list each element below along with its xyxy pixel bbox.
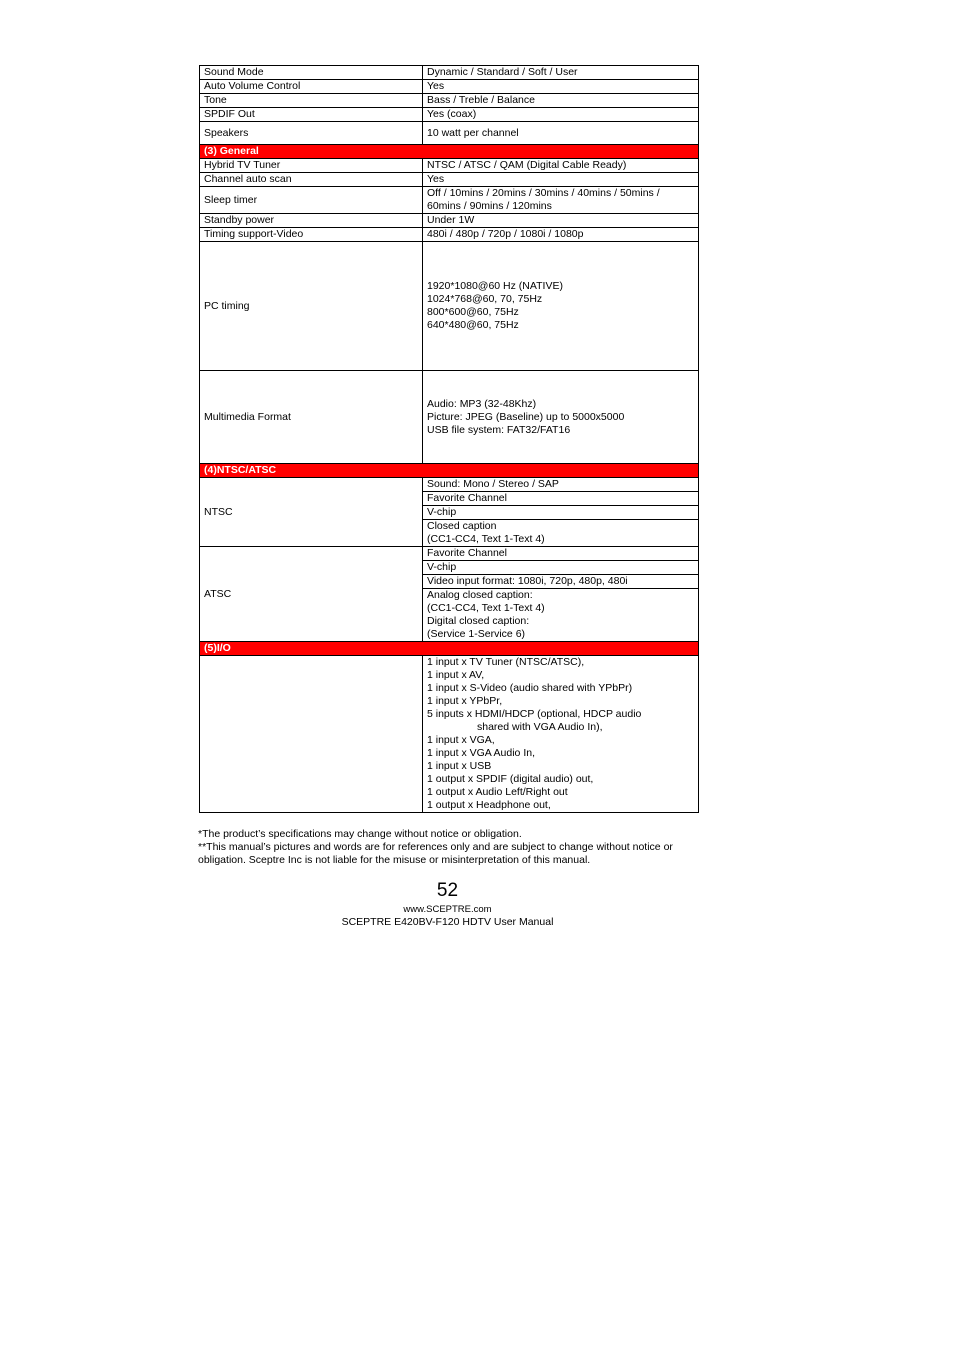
pc-timing-line: 800*600@60, 75Hz (427, 306, 519, 318)
section-header-ntsc-atsc (200, 464, 699, 478)
spec-value (423, 242, 699, 371)
io-line: 1 input x USB (427, 760, 492, 772)
multimedia-line: USB file system: FAT32/FAT16 (427, 423, 571, 436)
table-row (200, 159, 699, 173)
io-line: shared with VGA Audio In), (477, 721, 603, 733)
table-row (200, 214, 699, 228)
spec-label: Sleep timer (200, 187, 423, 214)
spec-value: Yes (423, 80, 699, 94)
spec-value: 480i / 480p / 720p / 1080i / 1080p (423, 228, 699, 242)
caption-line: (Service 1-Service 6) (427, 628, 526, 640)
caption-line: (CC1-CC4, Text 1-Text 4) (427, 533, 545, 545)
note-line: *The product’s specifications may change without notice or obligation. (198, 828, 522, 840)
section-header-io (200, 642, 699, 656)
page-number: 52 (436, 880, 459, 901)
spec-value: Bass / Treble / Balance (423, 94, 699, 108)
spec-label: SPDIF Out (200, 108, 423, 122)
spec-label: Standby power (200, 214, 423, 228)
spec-value: NTSC / ATSC / QAM (Digital Cable Ready) (423, 159, 699, 173)
io-line: 5 inputs x HDMI/HDCP (optional, HDCP audio (427, 708, 642, 720)
io-line: 1 input x TV Tuner (NTSC/ATSC), (427, 656, 585, 668)
io-line: 1 input x VGA, (427, 734, 495, 746)
spec-value: V-chip (423, 561, 699, 575)
spec-label (200, 656, 423, 813)
section-header-general (200, 145, 699, 159)
multimedia-line: Audio: MP3 (32-48Khz) (427, 397, 537, 410)
caption-line: Digital closed caption: (427, 615, 530, 627)
spec-label: Sound Mode (200, 66, 423, 80)
spec-label: Auto Volume Control (200, 80, 423, 94)
section-title: (3) General (200, 145, 699, 159)
table-row (200, 108, 699, 122)
pc-timing-line: 1920*1080@60 Hz (NATIVE) (427, 280, 563, 292)
caption-line: (CC1-CC4, Text 1-Text 4) (427, 602, 545, 614)
table-row (200, 547, 699, 561)
io-line: 1 input x S-Video (audio shared with YPbPr) (427, 682, 633, 694)
pc-timing-line: 640*480@60, 75Hz (427, 319, 519, 331)
spec-value: Favorite Channel (423, 547, 699, 561)
spec-value (423, 589, 699, 642)
spec-label: Channel auto scan (200, 173, 423, 187)
spec-value (423, 520, 699, 547)
table-row (200, 122, 699, 145)
section-title: (4)NTSC/ATSC (200, 464, 699, 478)
table-row (200, 242, 699, 371)
spec-value: Under 1W (423, 214, 699, 228)
io-line: 1 input x AV, (427, 669, 485, 681)
pc-timing-line: 1024*768@60, 70, 75Hz (427, 293, 543, 305)
spec-label: Speakers (200, 122, 423, 145)
spec-value: V-chip (423, 506, 699, 520)
section-title: (5)I/O (200, 642, 699, 656)
spec-value (423, 371, 699, 464)
spec-value: 10 watt per channel (423, 122, 699, 145)
spec-value (423, 187, 699, 214)
spec-label: PC timing (200, 242, 423, 371)
caption-line: Closed caption (427, 520, 497, 532)
sleep-timer-line: 60mins / 90mins / 120mins (427, 200, 552, 212)
spec-value: Yes (coax) (423, 108, 699, 122)
spec-value: Sound: Mono / Stereo / SAP (423, 478, 699, 492)
spec-label: Timing support-Video (200, 228, 423, 242)
table-row (200, 94, 699, 108)
spec-value: Favorite Channel (423, 492, 699, 506)
table-row (200, 656, 699, 813)
spec-value: Dynamic / Standard / Soft / User (423, 66, 699, 80)
table-row (200, 228, 699, 242)
io-line: 1 output x SPDIF (digital audio) out, (427, 773, 594, 785)
note-line: **This manual’s pictures and words are for references only and are subject to change without notice or obligation. Sceptre Inc is not liable for the misuse or misinterpretation of this manual. (198, 840, 673, 866)
multimedia-line: Picture: JPEG (Baseline) up to 5000x5000 (427, 410, 625, 423)
table-row (200, 66, 699, 80)
spec-label: ATSC (200, 547, 423, 642)
io-line: 1 input x VGA Audio In, (427, 747, 535, 759)
spec-label: NTSC (200, 478, 423, 547)
spec-value: Yes (423, 173, 699, 187)
spec-label: Tone (200, 94, 423, 108)
table-row (200, 187, 699, 214)
footer-url: www.SCEPTRE.com (403, 904, 492, 915)
spec-table (199, 65, 699, 813)
caption-line: Analog closed caption: (427, 589, 533, 601)
io-line: 1 output x Headphone out, (427, 799, 551, 811)
spec-label: Hybrid TV Tuner (200, 159, 423, 173)
io-line: 1 output x Audio Left/Right out (427, 786, 568, 798)
table-row (200, 173, 699, 187)
spec-label: Multimedia Format (200, 371, 423, 464)
spec-value: Video input format: 1080i, 720p, 480p, 480i (423, 575, 699, 589)
disclaimer-notes (198, 828, 703, 866)
io-line: 1 input x YPbPr, (427, 695, 503, 707)
spec-value (423, 656, 699, 813)
table-row (200, 371, 699, 464)
table-row (200, 80, 699, 94)
sleep-timer-line: Off / 10mins / 20mins / 30mins / 40mins / 50mins / (427, 187, 660, 199)
table-row (200, 478, 699, 492)
footer-manual-title: SCEPTRE E420BV-F120 HDTV User Manual (341, 916, 554, 928)
